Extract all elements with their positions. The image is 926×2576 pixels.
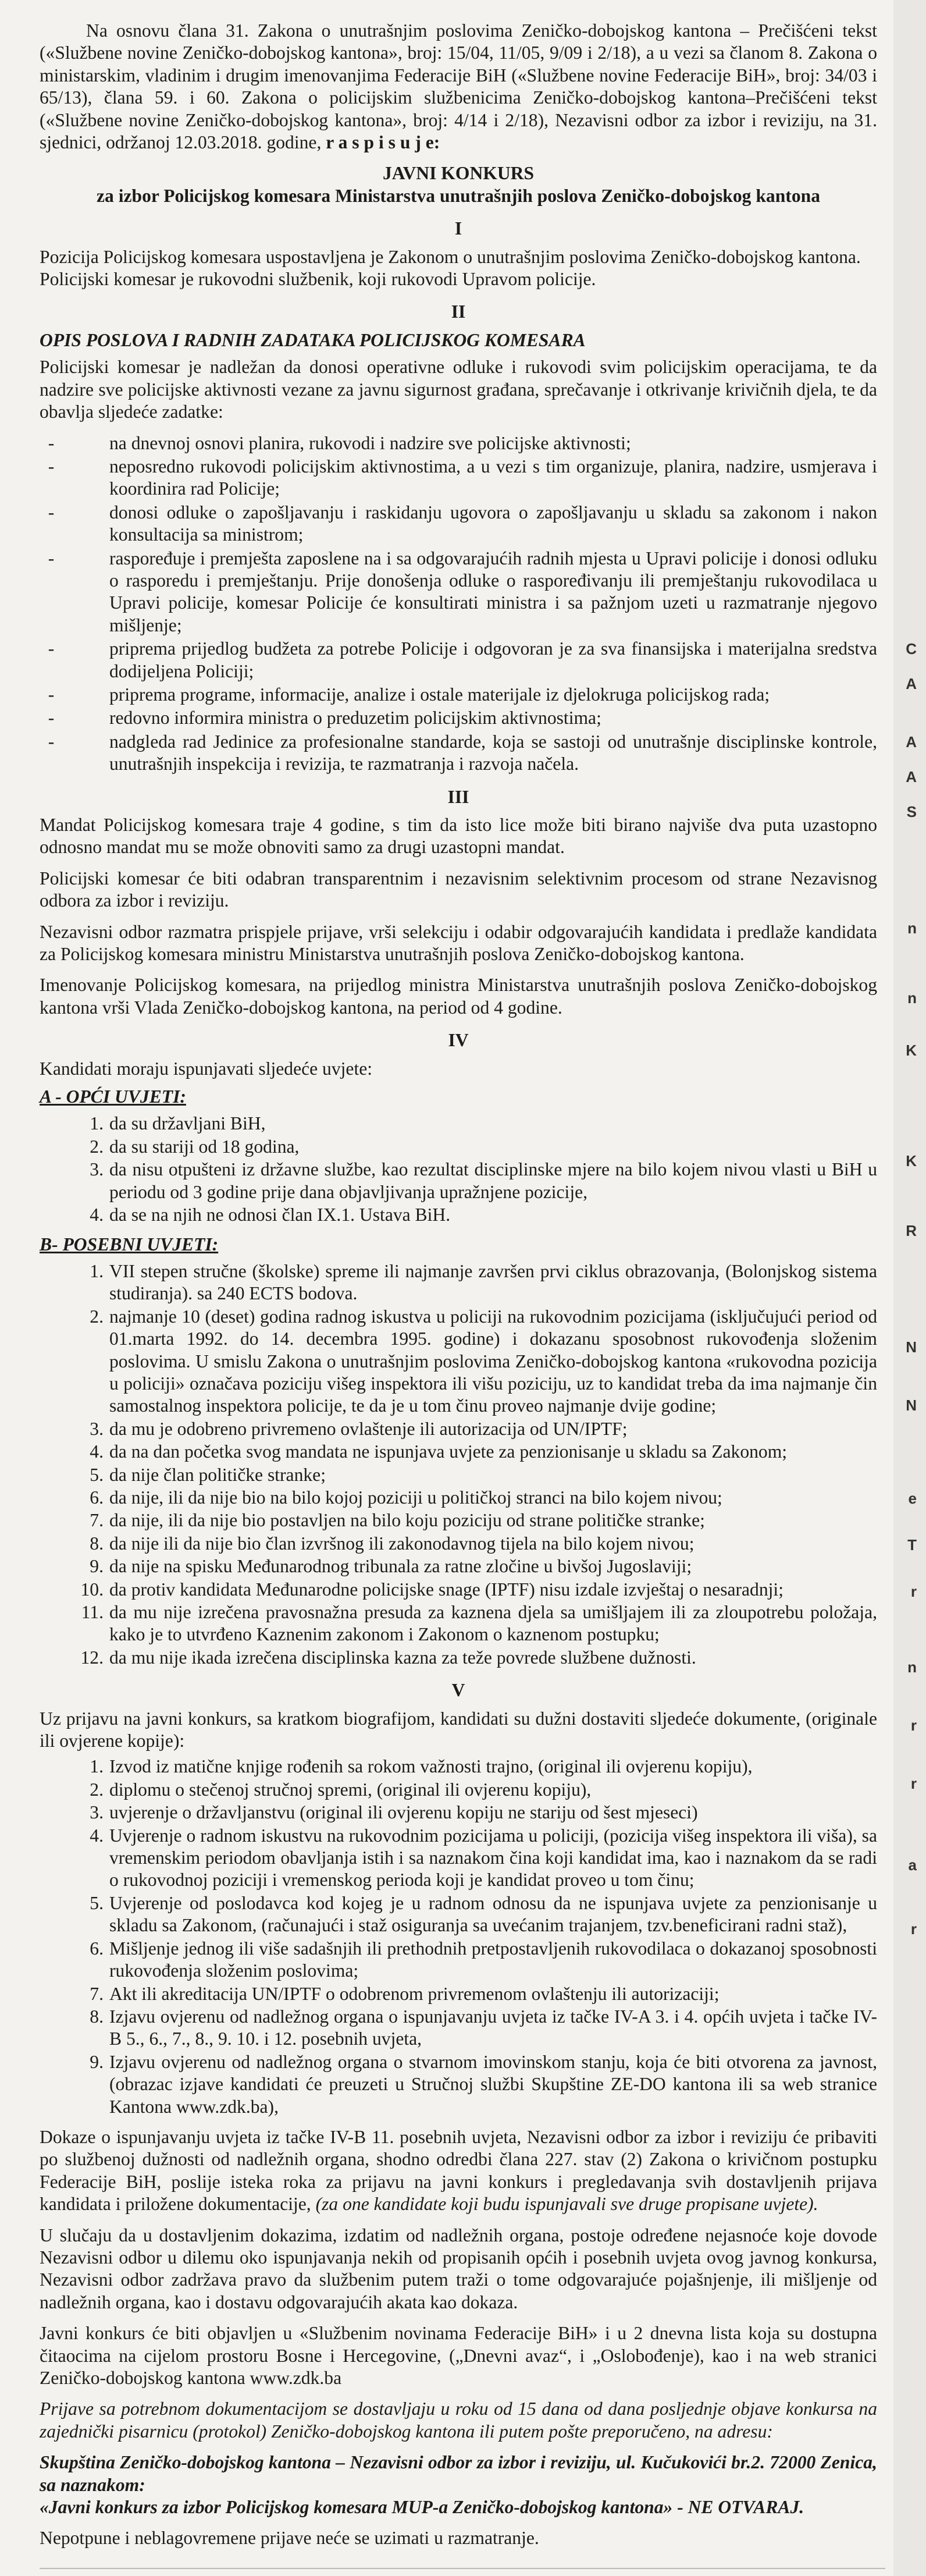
- item-text: da mu je odobreno privremeno ovlaštenje ili autorizacija od UN/IPTF;: [109, 1418, 628, 1439]
- list-item: [90, 1825, 877, 1892]
- list-item: [90, 1418, 877, 1440]
- item-text: da nije član političke stranke;: [109, 1464, 326, 1485]
- section1-paragraph-2: Policijski komesar je rukovodni službenik, koji rukovodi Upravom policije.: [40, 269, 596, 290]
- strip-char: n: [907, 919, 917, 937]
- item-number: 5.: [90, 1892, 104, 1913]
- list-item: [90, 1983, 877, 2005]
- strip-char: n: [907, 989, 917, 1007]
- intro-paragraph: [40, 20, 877, 154]
- closing-paragraph-4: Prijave sa potrebnom dokumentacijom se dostavljaju u roku od 15 dana od dana posljednje objave konkursa na zajednički pisarnicu (protokol) Zeničko-dobojskog kantona ili putem pošte preporučeno, na adresu:: [40, 2399, 877, 2442]
- item-number: 5.: [90, 1464, 104, 1485]
- general-conditions-heading: A - OPĆI UVJETI:: [40, 1086, 186, 1107]
- item-text: da nije, ili da nije bio na bilo kojoj poziciji u političkoj stranci na bilo kojem nivou;: [109, 1487, 722, 1508]
- list-item: [90, 1802, 877, 1824]
- item-text: da nije, ili da nije bio postavljen na bilo koju poziciju od strane političke stranke;: [109, 1510, 705, 1531]
- list-item: [90, 2006, 877, 2051]
- address-paragraph: Skupština Zeničko-dobojskog kantona – Nezavisni odbor za izbor i reviziju, ul. Kučukovići br.2. 72000 Zenica, sa naznakom:: [40, 2452, 877, 2495]
- section-number-2: II: [451, 301, 466, 322]
- item-text: diplomu o stečenoj stručnoj spremi, (original ili ovjerenu kopiju),: [109, 1779, 592, 1800]
- item-text: uvjerenje o državljanstvu (original ili ovjerenu kopiju ne stariju od šest mjeseci): [109, 1802, 698, 1823]
- strip-char: r: [910, 1775, 917, 1792]
- item-text: najmanje 10 (deset) godina radnog iskustva u policiji na rukovodnim pozicijama (isključujući period od 01.marta 1992. do 14. decembra 1995. godine) i dokazanu sposobnost rukovođenja složenim poslovima. U smislu Zakona o unutrašnjim poslovima Zeničko-dobojskog kantona «rukovodna pozicija u policiji» označava poziciju višeg inspektora ili višu poziciju, uz to kandidat treba da ima najmanje čin samostalnog inspektora policije, te da je u tom činu proveo najmanje dvije godine;: [109, 1306, 877, 1416]
- item-text: da mu nije ikada izrečena disciplinska kazna za teže povrede službene dužnosti.: [109, 1647, 696, 1668]
- list-item: [90, 1892, 877, 1937]
- duties-list: [40, 432, 877, 776]
- item-number: 2.: [90, 1779, 104, 1800]
- item-text: Mišljenje jednog ili više sadašnjih ili prethodnih pretpostavljenih rukovodilaca o dokazanoj sposobnosti rukovođenja složenim poslovima;: [109, 1938, 877, 1981]
- list-item: [90, 1260, 877, 1305]
- section3-paragraph-1: Mandat Policijskog komesara traje 4 godine, s tim da isto lice može biti birano najviše dva puta uzastopno odnosno mandat mu se može obnoviti samo za drugi uzastopni mandat.: [40, 815, 877, 858]
- item-text: da na dan početka svog mandata ne ispunjava uvjete za penzionisanje u skladu sa Zakonom;: [109, 1441, 788, 1462]
- list-item: [90, 1938, 877, 1982]
- item-text: da su državljani BiH,: [109, 1113, 266, 1134]
- item-number: 2.: [90, 1306, 104, 1327]
- item-number: 3.: [90, 1159, 104, 1180]
- item-text: da protiv kandidata Međunarodne policijske snage (IPTF) nisu izdale izvještaj o nesaradnji;: [109, 1579, 783, 1600]
- closing-paragraph-2: U slučaju da u dostavljenim dokazima, izdatim od nadležnih organa, postoje određene nejasnoće koje dovode Nezavisni odbor u dilemu oko ispunjavanja nekih od propisanih općih i posebnih uvjeta ovog javnog konkursa, Nezavisni odbor zadržava pravo da službenim putem traži o tome odgovarajuće pojašnjenje, ili mišljenje od nadležnih organa, kao i dostavu odgovarajućih akata kao dokaza.: [40, 2225, 877, 2312]
- list-item: [90, 1533, 877, 1555]
- item-number: 3.: [90, 1418, 104, 1439]
- strip-char: R: [906, 1222, 917, 1239]
- section2-intro: Policijski komesar je nadležan da donosi operativne odluke i rukovodi svim policijskim operacijama, te da nadzire sve policijske aktivnosti vezane za javnu sigurnost građana, sprečavanje i otkrivanje krivičnih djela, te da obavlja sljedeće zadatke:: [40, 357, 877, 422]
- list-item: - redovno informira ministra o preduzetim policijskim aktivnostima;: [109, 707, 877, 729]
- section2-heading: OPIS POSLOVA I RADNIH ZADATAKA POLICIJSKOG KOMESARA: [40, 329, 586, 350]
- item-text: da mu nije izrečena pravosnažna presuda za kaznena djela sa umišljajem ili za zloupotrebu položaja, kako je to utvrđeno Kaznenim zakonom i Zakonom o kaznenom postupku;: [109, 1602, 877, 1645]
- strip-char: T: [907, 1536, 917, 1554]
- item-text: da nije ili da nije bio član izvršnog ili zakonodavnog tijela na bilo kojem nivou;: [109, 1533, 694, 1554]
- item-text: VII stepen stručne (školske) spreme ili najmanje završen prvi ciklus obrazovanja, (Bolonjskog sistema studiranja). sa 240 ECTS bodova.: [109, 1260, 877, 1304]
- strip-char: N: [906, 1397, 917, 1414]
- strip-char: r: [910, 1583, 917, 1600]
- list-item: [90, 1159, 877, 1203]
- special-conditions-list: [40, 1260, 877, 1669]
- item-number: 7.: [90, 1510, 104, 1531]
- item-number: 8.: [90, 1533, 104, 1554]
- strip-char: C: [906, 640, 917, 658]
- item-number: 4.: [90, 1825, 104, 1846]
- section1-paragraph-1: Pozicija Policijskog komesara uspostavljena je Zakonom o unutrašnjim poslovima Zeničko-dobojskog kantona.: [40, 246, 861, 267]
- item-number: 8.: [90, 2006, 104, 2027]
- item-text: Izjavu ovjerenu od nadležnog organa o ispunjavanju uvjeta iz tačke IV-A 3. i 4. općih uvjeta i tačke IV-B 5., 6., 7., 8., 9. 10. i 12. posebnih uvjeta,: [109, 2006, 877, 2049]
- intro-raspisuje: r a s p i s u j e:: [326, 132, 440, 153]
- list-item: [80, 1579, 877, 1601]
- section3-paragraph-2: Policijski komesar će biti odabran transparentnim i nezavisnim selektivnim procesom od strane Nezavisnog odbora za izbor i reviziju.: [40, 868, 877, 911]
- intro-text: Na osnovu člana 31. Zakona o unutrašnjim poslovima Zeničko-dobojskog kantona – Prečišćeni tekst («Službene novine Zeničko-dobojskog kantona», broj: 15/04, 11/05, 9/09 i 2/18), a u vezi sa članom 8. Zakona o ministarskim, vladinim i drugim imenovanjima Federacije BiH («Službene novine Federacije BiH», broj: 34/03 i 65/13), člana 59. i 60. Zakona o policijskim službenicima Zeničko-dobojskog kantona–Prečišćeni tekst («Službene novine Zeničko-dobojskog kantona», broj: 4/14 i 2/18), Nezavisni odbor za izbor i reviziju, na 31. sjednici, održanoj 12.03.2018. godine,: [40, 20, 877, 153]
- closing-text-1: Dokaze o ispunjavanju uvjeta iz tačke IV-B 11. posebnih uvjeta, Nezavisni odbor za izbor i reviziju će pribaviti po službenoj dužnosti od nadležnih organa, shodno odredbi člana 227. stav (2) Zakona o krivičnom postupku Federacije BiH, poslije isteka roka za prijavu na javni konkurs i pregledavanja svih dostavljenih prijava kandidata i priložene dokumentacije,: [40, 2126, 877, 2215]
- list-item: - na dnevnoj osnovi planira, rukovodi i nadzire sve policijske aktivnosti;: [109, 432, 877, 454]
- item-number: 3.: [90, 1802, 104, 1823]
- section-number-3: III: [447, 786, 469, 807]
- list-item: - priprema prijedlog budžeta za potrebe Policije i odgovoran je za sva finansijska i materijalna sredstva dodijeljena Policiji;: [109, 638, 877, 683]
- item-text: Akt ili akreditacija UN/IPTF o odobrenom privremenom ovlaštenju ili autorizaciji;: [109, 1983, 720, 2004]
- list-item: [90, 1555, 877, 1577]
- item-number: 6.: [90, 1487, 104, 1508]
- item-text: Izvod iz matične knjige rođenih sa rokom važnosti trajno, (original ili ovjerenu kopiju),: [109, 1756, 753, 1777]
- section-number-5: V: [451, 1680, 465, 1701]
- item-number: 7.: [90, 1983, 104, 2004]
- item-number: 1.: [90, 1756, 104, 1777]
- section3-paragraph-4: Imenovanje Policijskog komesara, na prijedlog ministra Ministarstva unutrašnjih poslova Zeničko-dobojskog kantona vrši Vlada Zeničko-dobojskog kantona, na period od 4 godine.: [40, 975, 877, 1018]
- list-item: [80, 1647, 877, 1669]
- section4-intro: Kandidati moraju ispunjavati sljedeće uvjete:: [40, 1058, 373, 1079]
- item-text: da nije na spisku Međunarodnog tribunala za ratne zločine u bivšoj Jugoslaviji;: [109, 1556, 692, 1577]
- list-item: [90, 1136, 877, 1158]
- adjacent-page-strip: [893, 0, 926, 2576]
- item-number: 4.: [90, 1441, 104, 1462]
- item-number: 6.: [90, 1938, 104, 1959]
- list-item: [81, 1601, 877, 1646]
- item-number: 2.: [90, 1136, 104, 1157]
- strip-char: n: [907, 1658, 917, 1676]
- closing-paragraph-final: Nepotpune i neblagovremene prijave neće se uzimati u razmatranje.: [40, 2528, 539, 2549]
- documents-list: [40, 1756, 877, 2118]
- document-title: JAVNI KONKURS: [382, 163, 535, 184]
- list-item: - raspoređuje i premješta zaposlene na i sa odgovarajućih radnih mjesta u Upravi policije i donosi odluku o rasporedu i premještanju. Prije donošenja odluke o raspoređivanju ili premještanju rukovodilaca u Upravi policije, komesar Policije će konsultirati ministra i sa pažnjom uzeti u razmatranje njegovo mišljenje;: [109, 548, 877, 637]
- list-item: [90, 1441, 877, 1463]
- item-number: 4.: [90, 1204, 104, 1225]
- strip-char: A: [906, 675, 917, 692]
- envelope-note: «Javni konkurs za izbor Policijskog komesara MUP-a Zeničko-dobojskog kantona» - NE OTVARAJ.: [40, 2497, 804, 2518]
- item-text: da nisu otpušteni iz državne službe, kao rezultat disciplinske mjere na bilo kojem nivou vlasti u BiH u periodu od 3 godine prije dana objavljivanja upražnjene pozicije,: [109, 1159, 877, 1202]
- special-conditions-heading: B- POSEBNI UVJETI:: [40, 1234, 219, 1255]
- item-text: Uvjerenje o radnom iskustvu na rukovodnim pozicijama u policiji, (pozicija višeg inspektora ili viša), sa vremenskim periodom obavljanja istih i sa naznakom čina koji kandidat ima, kao i naznakom da se radi o rukovodnoj poziciji i vremenskog perioda koji je kandidat proveo u tom činu;: [109, 1825, 877, 1891]
- list-item: [90, 1306, 877, 1417]
- item-number: 1.: [90, 1113, 104, 1134]
- list-item: [90, 2051, 877, 2118]
- list-item: [90, 1464, 877, 1486]
- strip-char: A: [906, 733, 917, 751]
- item-number: 9.: [90, 2051, 104, 2072]
- strip-char: r: [910, 1717, 917, 1734]
- item-text: da se na njih ne odnosi član IX.1. Ustava BiH.: [109, 1204, 451, 1225]
- item-text: Izjavu ovjerenu od nadležnog organa o stvarnom imovinskom stanju, koja će biti otvorena za javnost, (obrazac izjave kandidati će preuzeti u Stručnoj službi Skupštine ZE-DO kantona ili sa web stranice Kantona www.zdk.ba),: [109, 2051, 877, 2117]
- general-conditions-list: [40, 1113, 877, 1226]
- list-item: [90, 1113, 877, 1135]
- list-item: [90, 1509, 877, 1532]
- document-subtitle: za izbor Policijskog komesara Ministarstva unutrašnjih poslova Zeničko-dobojskog kantona: [97, 185, 820, 206]
- item-number: 10.: [80, 1579, 104, 1600]
- section-number-4: IV: [448, 1030, 469, 1051]
- list-item: [90, 1487, 877, 1509]
- list-item: [90, 1204, 877, 1226]
- closing-text-1-italic: (za one kandidate koji budu ispunjavali sve druge propisane uvjete).: [315, 2194, 818, 2215]
- strip-char: a: [908, 1856, 917, 1874]
- list-item: - priprema programe, informacije, analize i ostale materijale iz djelokruga policijskog rada;: [109, 684, 877, 706]
- item-number: 12.: [80, 1647, 104, 1668]
- item-text: Uvjerenje od poslodavca kod kojeg je u radnom odnosu da ne ispunjava uvjete za penzionisanje u skladu sa Zakonom, (računajući i staž osiguranja sa uvećanim trajanjem, tzv.beneficirani radni staž),: [109, 1892, 877, 1936]
- item-number: 11.: [81, 1602, 104, 1622]
- closing-paragraph-3: Javni konkurs će biti objavljen u «Službenim novinama Federacije BiH» i u 2 dnevna lista koja su dostupna čitaocima na cijelom prostoru Bosne i Hercegovine, („Dnevni avaz“, i „Oslobođenje), kao i na web stranici Zeničko-dobojskog kantona www.zdk.ba: [40, 2323, 877, 2388]
- item-text: da su stariji od 18 godina,: [109, 1136, 300, 1157]
- list-item: - donosi odluke o zapošljavanju i raskidanju ugovora o zapošljavanju u skladu sa zakonom i nakon konsultacija sa ministrom;: [109, 502, 877, 546]
- list-item: - nadgleda rad Jedinice za profesionalne standarde, koja se sastoji od unutrašnje disciplinske kontrole, unutrašnjih inspekcija i revizija, te razmatranja i razvoja načela.: [109, 731, 877, 776]
- item-number: 1.: [90, 1260, 104, 1281]
- strip-char: r: [910, 1920, 917, 1938]
- strip-char: A: [906, 768, 917, 786]
- list-item: [90, 1756, 877, 1778]
- strip-char: K: [906, 1042, 917, 1059]
- strip-char: S: [906, 803, 917, 820]
- strip-char: e: [908, 1490, 917, 1507]
- document-body: [40, 20, 877, 2559]
- bottom-divider: [40, 2568, 885, 2569]
- section-number-1: I: [454, 218, 462, 239]
- section3-paragraph-3: Nezavisni odbor razmatra prispjele prijave, vrši selekciju i odabir odgovarajućih kandidata i predlaže kandidata za Policijskog komesara ministru Ministarstva unutrašnjih poslova Zeničko-dobojskog kantona.: [40, 921, 877, 965]
- item-number: 9.: [90, 1556, 104, 1577]
- section5-intro: Uz prijavu na javni konkurs, sa kratkom biografijom, kandidati su dužni dostaviti sljedeće dokumente, (originale ili ovjerene kopije):: [40, 1708, 877, 1751]
- strip-char: K: [906, 1152, 917, 1170]
- strip-char: N: [906, 1338, 917, 1356]
- list-item: [90, 1779, 877, 1801]
- closing-paragraph-1: [40, 2126, 877, 2216]
- list-item: - neposredno rukovodi policijskim aktivnostima, a u vezi s tim organizuje, planira, nadzire, usmjerava i koordinira rad Policije;: [109, 456, 877, 500]
